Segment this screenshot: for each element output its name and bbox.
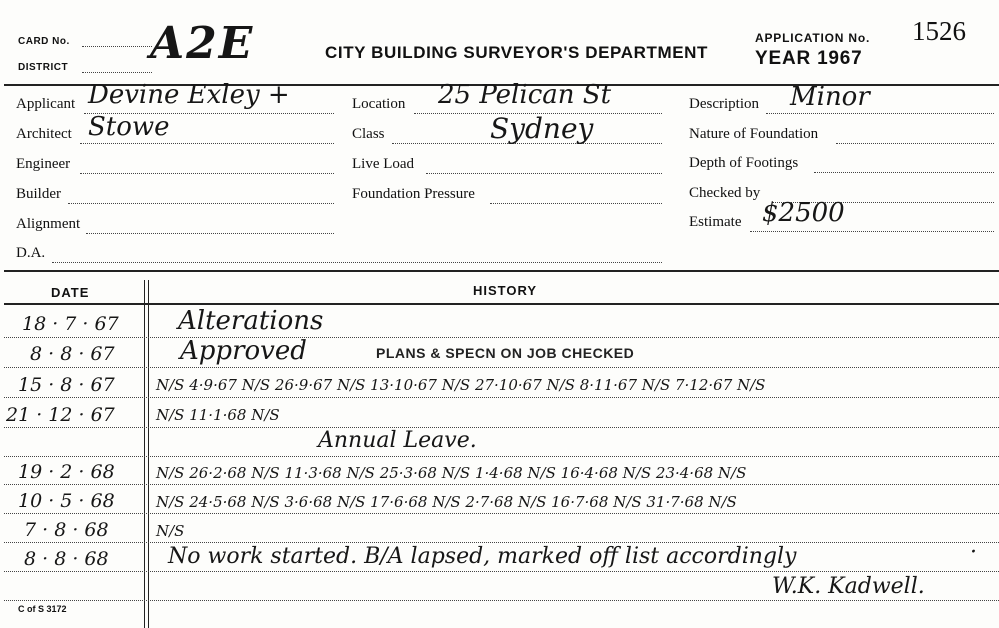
estimate-value: $2500 [762, 198, 845, 228]
card-no-label: CARD No. [18, 36, 70, 47]
alignment-label: Alignment [16, 216, 81, 232]
card-no-rule [82, 46, 152, 47]
location-value: 25 Pelican St [438, 80, 612, 110]
trailing-mark: · [970, 540, 977, 565]
nature-of-foundation-rule [836, 143, 994, 144]
alignment-rule [86, 233, 334, 234]
history-entry: N/S 4·9·67 N/S 26·9·67 N/S 13·10·67 N/S 27·10·67 N/S 8·11·67 N/S 7·12·67 N/S [156, 376, 766, 394]
foundation-pressure-rule [490, 203, 662, 204]
row-rule-1 [4, 337, 999, 338]
form-code: C of S 3172 [18, 604, 67, 614]
description-rule [766, 113, 994, 114]
application-label: APPLICATION No. [755, 31, 871, 45]
signature: W.K. Kadwell. [772, 574, 925, 599]
history-entry: No work started. B/A lapsed, marked off list accordingly [168, 544, 797, 569]
live-load-label: Live Load [352, 156, 415, 172]
section-rule [4, 270, 999, 272]
history-date: 19 · 2 · 68 [18, 461, 115, 483]
description-label: Description [689, 96, 759, 112]
row-rule-2 [4, 367, 999, 368]
history-entry: Annual Leave. [318, 428, 477, 453]
architect-label: Architect [16, 126, 72, 142]
nature-of-foundation-label: Nature of Foundation [689, 126, 819, 142]
district-label: DISTRICT [18, 62, 69, 73]
estimate-rule [750, 231, 994, 232]
class-label: Class [352, 126, 385, 142]
builder-rule [68, 203, 334, 204]
applicant-label: Applicant [16, 96, 76, 112]
applicant-value: Devine Exley + [88, 80, 290, 110]
row-rule-7 [4, 513, 999, 514]
depth-of-footings-rule [814, 172, 994, 173]
row-rule-10 [4, 600, 999, 601]
card-no-value: A2E [150, 18, 255, 69]
column-divider-inner [148, 280, 149, 628]
foundation-pressure-label: Foundation Pressure [352, 186, 475, 202]
history-date: 15 · 8 · 67 [18, 374, 115, 396]
history-entry: N/S 11·1·68 N/S [156, 406, 280, 424]
application-number: 1526 [912, 16, 966, 46]
class-value: Sydney [490, 112, 594, 145]
column-divider [144, 280, 145, 628]
history-entry: N/S 26·2·68 N/S 11·3·68 N/S 25·3·68 N/S 1·4·68 N/S 16·4·68 N/S 23·4·68 N/S [156, 464, 747, 482]
date-column-header: DATE [51, 285, 90, 300]
row-rule-4 [4, 427, 999, 428]
history-date: 8 · 8 · 67 [30, 343, 115, 365]
row-rule-3 [4, 397, 999, 398]
history-date: 8 · 8 · 68 [24, 548, 109, 570]
district-rule [82, 72, 152, 73]
row-rule-9 [4, 571, 999, 572]
estimate-label: Estimate [689, 214, 742, 230]
history-entry: Approved [180, 336, 307, 366]
history-date: 10 · 5 · 68 [18, 490, 115, 512]
history-date: 7 · 8 · 68 [24, 519, 109, 541]
engineer-label: Engineer [16, 156, 71, 172]
stamp-plans-checked: PLANS & SPECN ON JOB CHECKED [376, 345, 635, 361]
row-rule-8 [4, 542, 999, 543]
history-entry: Alterations [178, 306, 324, 336]
year-label: YEAR 1967 [755, 48, 863, 69]
builder-label: Builder [16, 186, 61, 202]
history-date: 18 · 7 · 67 [22, 313, 119, 335]
history-date: 21 · 12 · 67 [6, 404, 115, 426]
live-load-rule [426, 173, 662, 174]
description-value: Minor [790, 82, 870, 112]
history-column-header: HISTORY [473, 283, 538, 298]
location-label: Location [352, 96, 406, 112]
history-entry: N/S 24·5·68 N/S 3·6·68 N/S 17·6·68 N/S 2·7·68 N/S 16·7·68 N/S 31·7·68 N/S [156, 493, 737, 511]
table-header-rule [4, 303, 999, 305]
architect-rule [80, 143, 334, 144]
da-label: D.A. [16, 245, 46, 261]
depth-of-footings-label: Depth of Footings [689, 155, 799, 171]
checked-by-label: Checked by [689, 185, 761, 201]
row-rule-5 [4, 456, 999, 457]
architect-value: Stowe [88, 112, 170, 142]
row-rule-6 [4, 484, 999, 485]
engineer-rule [80, 173, 334, 174]
department-title: CITY BUILDING SURVEYOR'S DEPARTMENT [325, 43, 709, 62]
history-entry: N/S [156, 522, 185, 540]
da-rule [52, 262, 662, 263]
